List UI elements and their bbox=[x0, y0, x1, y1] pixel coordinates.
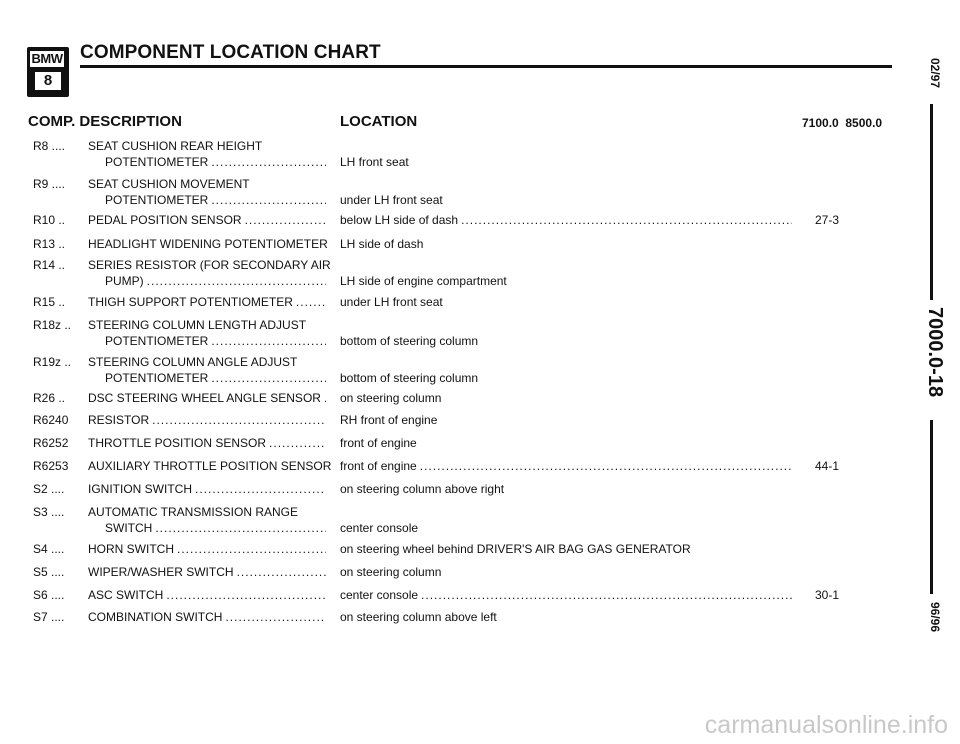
leader-dots bbox=[269, 436, 326, 450]
leader-dots bbox=[152, 413, 326, 427]
location-text: below LH side of dash bbox=[340, 213, 459, 227]
location-text: center console bbox=[340, 588, 419, 602]
diagram-reference: 27-3 bbox=[815, 213, 840, 227]
component-description bbox=[105, 193, 326, 207]
leader-dots bbox=[195, 482, 326, 496]
side-rule-bottom bbox=[930, 420, 933, 594]
watermark: carmanualsonline.info bbox=[704, 711, 948, 739]
leader-dots bbox=[296, 295, 326, 309]
leader-dots bbox=[155, 521, 326, 535]
component-location: on steering column above right bbox=[340, 482, 505, 496]
component-description bbox=[88, 213, 326, 227]
title-rule bbox=[80, 65, 892, 68]
component-code: R15 .. bbox=[33, 295, 66, 309]
component-description-line1: STEERING COLUMN ANGLE ADJUST bbox=[88, 355, 298, 369]
table-row bbox=[0, 542, 900, 560]
component-description bbox=[105, 155, 326, 169]
description-text: COMBINATION SWITCH bbox=[88, 610, 223, 624]
component-description bbox=[88, 459, 332, 473]
component-description-line1: AUTOMATIC TRANSMISSION RANGE bbox=[88, 505, 299, 519]
location-text: front of engine bbox=[340, 459, 417, 473]
table-row bbox=[0, 237, 900, 255]
description-text: PEDAL POSITION SENSOR bbox=[88, 213, 242, 227]
component-description bbox=[88, 565, 326, 579]
table-row bbox=[0, 588, 900, 606]
leader-dots bbox=[421, 588, 792, 602]
component-description bbox=[88, 482, 326, 496]
leader-dots bbox=[211, 193, 326, 207]
diagram-reference: 30-1 bbox=[815, 588, 840, 602]
table-row bbox=[0, 177, 900, 211]
leader-dots bbox=[324, 391, 326, 405]
component-code: S2 .... bbox=[33, 482, 65, 496]
leader-dots bbox=[237, 565, 326, 579]
table-row bbox=[0, 436, 900, 454]
component-description bbox=[88, 436, 326, 450]
component-location: on steering column bbox=[340, 391, 442, 405]
component-description-line1: SEAT CUSHION REAR HEIGHT bbox=[88, 139, 263, 153]
component-code: R9 .... bbox=[33, 177, 66, 191]
component-description bbox=[88, 237, 326, 251]
column-header-location: LOCATION bbox=[340, 113, 418, 130]
component-location: RH front of engine bbox=[340, 413, 438, 427]
component-description bbox=[105, 274, 326, 288]
leader-dots bbox=[211, 334, 326, 348]
column-header-description: COMP. DESCRIPTION bbox=[28, 113, 182, 130]
component-description bbox=[88, 542, 326, 556]
component-code: R13 .. bbox=[33, 237, 66, 251]
component-description-line1: STEERING COLUMN LENGTH ADJUST bbox=[88, 318, 307, 332]
component-location: on steering wheel behind DRIVER'S AIR BAG GAS GENERATOR bbox=[340, 542, 691, 556]
component-location: center console bbox=[340, 521, 419, 535]
table-row bbox=[0, 413, 900, 431]
description-text: POTENTIOMETER bbox=[105, 155, 209, 169]
component-location: on steering column above left bbox=[340, 610, 497, 624]
component-code: R8 .... bbox=[33, 139, 66, 153]
description-text: HEADLIGHT WIDENING POTENTIOMETER bbox=[88, 237, 328, 251]
component-description bbox=[88, 391, 326, 405]
leader-dots bbox=[147, 274, 326, 288]
page-title: COMPONENT LOCATION CHART bbox=[80, 42, 381, 63]
component-description-line1: SERIES RESISTOR (FOR SECONDARY AIR bbox=[88, 258, 331, 272]
component-code: R19z .. bbox=[33, 355, 72, 369]
leader-dots bbox=[245, 213, 326, 227]
table-row bbox=[0, 610, 900, 628]
component-description bbox=[105, 334, 326, 348]
component-location bbox=[340, 213, 792, 227]
component-location: under LH front seat bbox=[340, 193, 443, 207]
description-text: THIGH SUPPORT POTENTIOMETER bbox=[88, 295, 293, 309]
component-code: R6252 bbox=[33, 436, 69, 450]
table-row bbox=[0, 565, 900, 583]
component-code: R18z .. bbox=[33, 318, 72, 332]
component-code: R6253 bbox=[33, 459, 69, 473]
leader-dots bbox=[166, 588, 326, 602]
component-location bbox=[340, 588, 792, 602]
description-text: POTENTIOMETER bbox=[105, 193, 209, 207]
leader-dots bbox=[420, 459, 792, 473]
component-description bbox=[88, 413, 326, 427]
description-text: PUMP) bbox=[105, 274, 144, 288]
component-code: S7 .... bbox=[33, 610, 65, 624]
table-row bbox=[0, 505, 900, 539]
component-location: LH side of engine compartment bbox=[340, 274, 507, 288]
column-header-codes: 7100.0 8500.0 bbox=[802, 116, 883, 130]
component-code: S6 .... bbox=[33, 588, 65, 602]
table-row bbox=[0, 295, 900, 313]
table-row bbox=[0, 139, 900, 173]
description-text: RESISTOR bbox=[88, 413, 150, 427]
logo-brand: BMW bbox=[31, 51, 63, 66]
table-row bbox=[0, 355, 900, 389]
component-code: S3 .... bbox=[33, 505, 65, 519]
component-code: S4 .... bbox=[33, 542, 65, 556]
component-location: under LH front seat bbox=[340, 295, 443, 309]
description-text: WIPER/WASHER SWITCH bbox=[88, 565, 234, 579]
description-text: IGNITION SWITCH bbox=[88, 482, 192, 496]
description-text: ASC SWITCH bbox=[88, 588, 164, 602]
description-text: SWITCH bbox=[105, 521, 153, 535]
component-code: R6240 bbox=[33, 413, 69, 427]
component-code: S5 .... bbox=[33, 565, 65, 579]
leader-dots bbox=[177, 542, 326, 556]
description-text: HORN SWITCH bbox=[88, 542, 174, 556]
component-description bbox=[105, 371, 326, 385]
component-code: R26 .. bbox=[33, 391, 66, 405]
table-row bbox=[0, 482, 900, 500]
table-row bbox=[0, 258, 900, 292]
component-location: LH side of dash bbox=[340, 237, 424, 251]
leader-dots bbox=[211, 155, 326, 169]
table-row bbox=[0, 391, 900, 409]
component-description bbox=[88, 295, 326, 309]
component-description bbox=[88, 588, 326, 602]
component-location bbox=[340, 459, 792, 473]
component-location: on steering column bbox=[340, 565, 442, 579]
component-description-line1: SEAT CUSHION MOVEMENT bbox=[88, 177, 250, 191]
logo-model: 8 bbox=[35, 72, 61, 90]
table-row bbox=[0, 459, 900, 477]
table-row bbox=[0, 318, 900, 352]
description-text: POTENTIOMETER bbox=[105, 334, 209, 348]
description-text: POTENTIOMETER bbox=[105, 371, 209, 385]
component-description bbox=[105, 521, 326, 535]
description-text: THROTTLE POSITION SENSOR bbox=[88, 436, 267, 450]
component-code: R10 .. bbox=[33, 213, 66, 227]
description-text: AUXILIARY THROTTLE POSITION SENSOR bbox=[88, 459, 332, 473]
description-text: DSC STEERING WHEEL ANGLE SENSOR bbox=[88, 391, 321, 405]
component-description bbox=[88, 610, 326, 624]
side-date-top: 02/97 bbox=[928, 58, 942, 89]
diagram-reference: 44-1 bbox=[815, 459, 840, 473]
side-page-number: 7000.0-18 bbox=[924, 307, 946, 398]
component-location: LH front seat bbox=[340, 155, 409, 169]
side-rule-top bbox=[930, 104, 933, 300]
leader-dots bbox=[225, 610, 326, 624]
bmw-8-logo bbox=[27, 47, 69, 97]
component-location: bottom of steering column bbox=[340, 371, 479, 385]
leader-dots bbox=[211, 371, 326, 385]
component-location: bottom of steering column bbox=[340, 334, 479, 348]
side-margin bbox=[888, 0, 960, 744]
leader-dots bbox=[461, 213, 792, 227]
side-date-bottom: 96/96 bbox=[928, 602, 942, 633]
component-location: front of engine bbox=[340, 436, 417, 450]
table-row bbox=[0, 213, 900, 231]
component-code: R14 .. bbox=[33, 258, 66, 272]
